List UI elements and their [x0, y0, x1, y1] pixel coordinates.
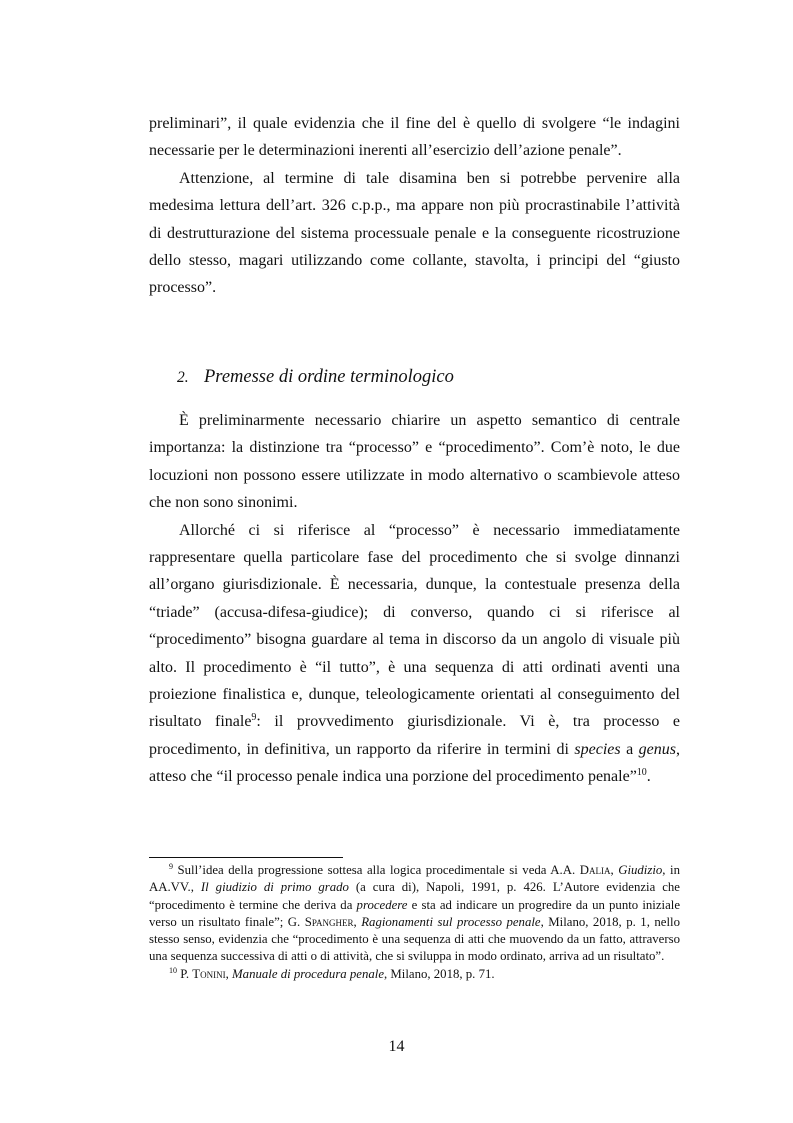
footnote-text: , [353, 914, 362, 929]
paragraph-text: Allorché ci si riferisce al “processo” è necessario immediatamente rappresentare quella particolare fase del procedimento che si svolge dinnanzi all’organo giurisdizionale. È necessaria, dunque, la contestuale presenza della “triade” (accusa-difesa-giudice); di converso, quando ci si riferisce al “procedimento” bisogna guardare al tema in discorso da un angolo di visuale più alto. Il procedimento è “il tutto”, è una sequenza di atti ordinati aventi una proiezione finalistica e, dunque, teleologicamente orientati al conseguimento del risultato finale [149, 521, 680, 731]
page-number: 14 [388, 1038, 405, 1055]
footnote-text: , Milano, 2018, p. 71. [384, 966, 495, 981]
footnote-author: Spangher [304, 914, 354, 929]
footnote-title: Ragionamenti sul processo penale [361, 914, 541, 929]
footnote-text: , [610, 863, 619, 877]
section-title: Premesse di ordine terminologico [204, 367, 454, 387]
footnote-text: , in AA.VV., [149, 863, 680, 895]
footnote-author: Tonini [192, 966, 226, 981]
footnote-text: Sull’idea della progressione sottesa alla logica procedimentale si veda A.A. [173, 863, 580, 877]
footnote-ref-9[interactable]: 9 [251, 712, 257, 724]
paragraph-text: , atteso che “il processo penale indica una porzione del procedimento penale” [149, 740, 680, 786]
footnote-text: e sta ad indicare un progredire da un punto iniziale verso un risultato finale”; G. [149, 897, 680, 929]
emphasis-genus: genus [638, 740, 676, 758]
footnote-mark: 9 [169, 862, 173, 871]
footnote-title: Giudizio [618, 863, 663, 877]
paragraph-attenzione: Attenzione, al termine di tale disamina ben si potrebbe pervenire alla medesima lettura dell’art. 326 c.p.p., ma appare non più procrastinabile l’attività di destrutturazione del sistema processuale penale e la conseguente ricostruzione dello stesso, magari utilizzando come collante, stavolta, i principi del “giusto processo”. [149, 169, 680, 297]
footnote-author: Dalia [579, 863, 611, 877]
footnote-text: , [225, 966, 233, 981]
footnote-10 [149, 966, 680, 983]
paragraph-continuation: preliminari”, il quale evidenzia che il fine del è quello di svolgere “le indagini necessarie per le determinazioni inerenti all’esercizio dell’azione penale”. [149, 115, 680, 160]
paragraph-processo [149, 517, 680, 791]
paragraph-text: . [646, 768, 651, 786]
footnote-text: P. [177, 966, 193, 981]
section-body [149, 407, 680, 791]
footnote-title: Manuale di procedura penale [232, 966, 385, 981]
footnote-text: , Milano, 2018, p. 1, nello stesso senso, evidenzia che “procedimento è una sequenza di atti che muovendo da un fatto, attraverso una sequenza successiva di atti o di attività, che si sviluppa in modo ordinato, arriva ad un risultato”. [149, 914, 680, 964]
section-heading [177, 367, 454, 388]
top-paragraphs [149, 110, 680, 302]
footnote-text: (a cura di), Napoli, 1991, p. 426. L’Autore evidenzia che “procedimento è termine che deriva da [149, 880, 680, 912]
footnote-ref-10[interactable]: 10 [636, 767, 647, 779]
emphasis-species: species [574, 740, 621, 758]
paragraph-semantic: È preliminarmente necessario chiarire un aspetto semantico di centrale importanza: la distinzione tra “processo” e “procedimento”. Com’è noto, le due locuzioni non possono essere utilizzate in modo alternativo o scambievole atteso che non sono sinonimi. [149, 412, 680, 512]
footnote-9 [149, 862, 680, 966]
footnote-separator [149, 857, 343, 858]
paragraph-text: : il provvedimento giurisdizionale. Vi è, tra processo e procedimento, in definitiva, un rapporto da riferire in termini di [149, 713, 680, 758]
section-number: 2. [177, 369, 189, 386]
footnote-mark: 10 [169, 965, 177, 975]
footnote-term: procedere [356, 897, 408, 912]
paragraph-text: a [620, 740, 639, 758]
footnotes [149, 862, 680, 983]
footnote-title: Il giudizio di primo grado [200, 880, 349, 895]
